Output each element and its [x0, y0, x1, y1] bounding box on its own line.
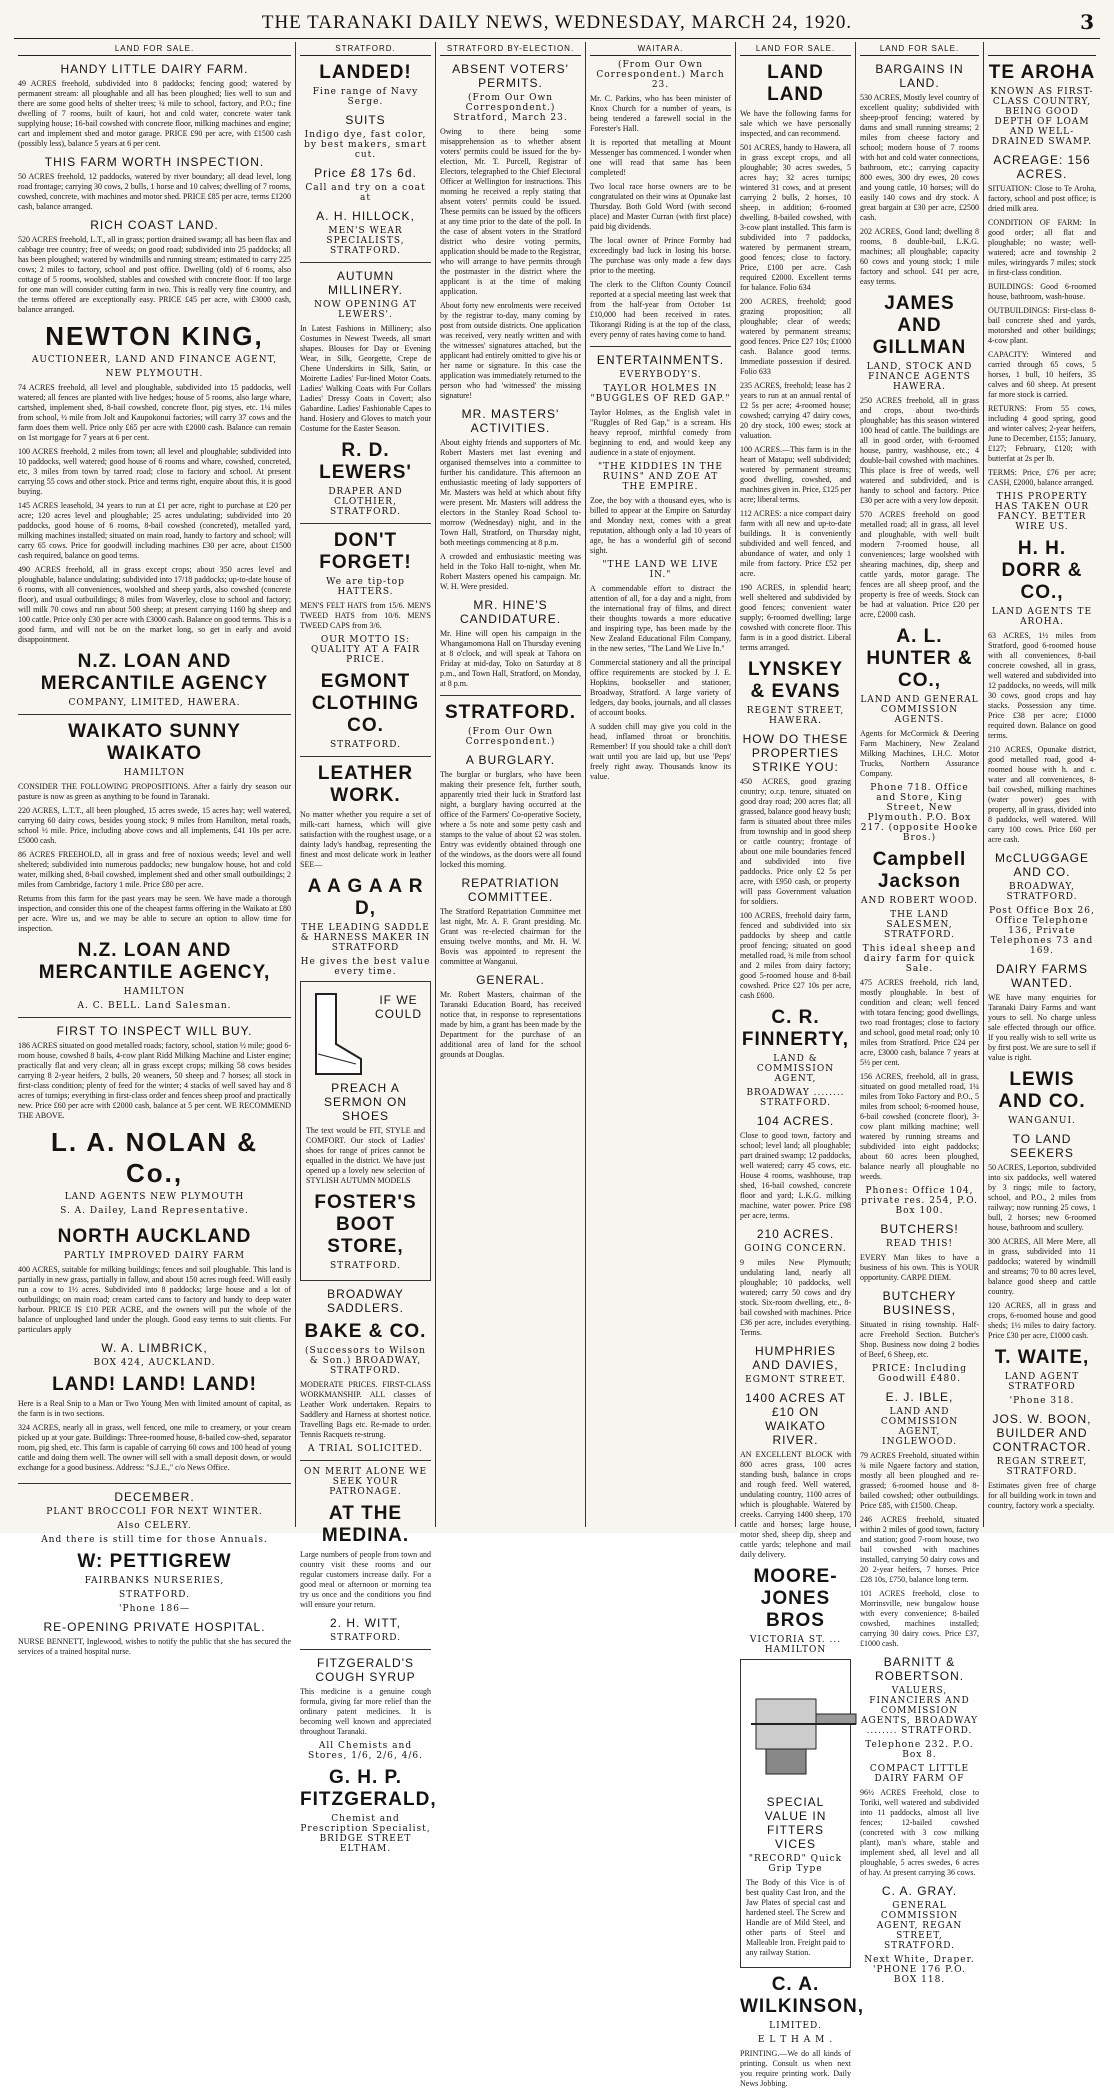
- boon-sub: REGAN STREET, STRATFORD.: [996, 1457, 1088, 1477]
- col1-p12: 186 ACRES situated on good metalled roads; factory, school, station ½ mile; good 6-room house, cowshed 8 bails, 4-cow plant Ridd Milking Machine and Lister engine; practically flat and very clean; all in grass except crops; milking 58 cows besides carrying 8 2-year heifers, 2 bulls, 20 weaners, 50 sheep and 7 horses; all stock in first-class condition; plenty of feed for the winter; 4 stacks of well saved hay and 8 acres of turnips; everything in first-class order and fences sheep proof and practically new. Price £60 per acre with £2000 cash, balance at 5 per cent. WE RECOMMEND THE ABOVE.: [18, 1041, 291, 1120]
- aagaard-foot: He gives the best value every time.: [300, 957, 431, 977]
- wilkinson: C. A. WILKINSON,: [740, 1974, 864, 2017]
- column-2: [296, 42, 437, 1854]
- col6-header: LAND FOR SALE.: [860, 42, 979, 56]
- col1-p2: 50 ACRES freehold, 12 paddocks, watered by river boundary; all dead level, long road frontage; carrying 30 cows, 2 bulls, 1 horse and 10 calves; dwelling of 7 rooms, cowshed, concrete, with machines and motor shed. PRICE £85 per acre, terms £1200 cash, balance arranged.: [18, 172, 291, 211]
- hillock: A. H. HILLOCK,: [316, 209, 415, 223]
- col4-p6: Taylor Holmes, as the English valet in "Ruggles of Red Gap," is a scream. His heavy reproof, mirthful comedy from beginning to end, and would keep any audience in a state of enjoyment.: [590, 408, 731, 457]
- lewers-sub: DRAPER AND CLOTHIER, STRATFORD.: [328, 487, 403, 517]
- column-7: [984, 42, 1100, 1527]
- bake-trial: A TRIAL SOLICITED.: [308, 1444, 423, 1454]
- printing: PRINTING.—We do all kinds of printing. Consult us when next you require printing work. Daily News Jobbing.: [740, 2049, 851, 2088]
- waikato-title: WAIKATO SUNNY WAIKATO: [68, 721, 241, 764]
- col3-p5: Mr. Hine will open his campaign in the Whangamomona Hall on Thursday evening at 8 o'clock, and will speak at Tahora on Friday at mid-day, Toko on Saturday at 8 p.m., and Town Hall, Stratford, on Monday, at 8 p.m.: [440, 629, 581, 688]
- jg-sub: LAND, STOCK AND FINANCE AGENTS HAWERA.: [866, 362, 973, 392]
- bake-p: MODERATE PRICES. FIRST-CLASS WORKMANSHIP. ALL classes of Leather Work undertaken. Repairs to Saddlery and Harness at shortest notice. Travelling Bags etc. Re-made to order. Tennis Racquets re-strung.: [300, 1380, 431, 1439]
- col3-h2: MR. MASTERS' ACTIVITIES.: [461, 407, 560, 435]
- col4-p4: The local owner of Prince Formby had exceedingly bad luck in losing his horse. The purchase was only made a few days prior to the meeting.: [590, 236, 731, 275]
- newton-king-sub: AUCTIONEER, LAND AND FINANCE AGENT,: [31, 355, 278, 365]
- page-number: 3: [1080, 10, 1094, 34]
- col4-h3: TAYLOR HOLMES IN "BUGGLES OF RED GAP.": [590, 384, 731, 404]
- col5-p10: Close to good town, factory and school; level land; all ploughable; part drained swamp; 12 paddocks, well watered; carry 45 cows, etc. House 4 rooms, washhouse, trap shed, 16-bail cowshed, concrete floor and yard; L.K.G. milking machine, water power. Price £98 per acre, terms.: [740, 1131, 851, 1220]
- special: SPECIAL VALUE IN FITTERS VICES: [764, 1795, 827, 1851]
- nolan-title: L. A. NOLAN & Co.,: [50, 1127, 259, 1188]
- butch-price: PRICE: Including Goodwill £480.: [871, 1364, 967, 1384]
- h210: 210 ACRES.: [756, 1227, 835, 1241]
- nolan-rep: S. A. Dailey, Land Representative.: [60, 1206, 249, 1216]
- bake: BAKE & CO.: [304, 1321, 427, 1342]
- col6-p10: 96½ ACRES Freehold, close to Toriki, well watered and subdivided into 11 paddocks, almost all live fences; 12-bailed cowshed (concreted with 3 cow milking plant), man's whare, stable and implement shed, all level and all ploughable, 5 acres swedes, 6 acres of hay. At present carrying 36 cows.: [860, 1788, 979, 1877]
- col3-corr2: (From Our Own Correspondent.): [465, 727, 556, 747]
- col7-p5: CAPACITY: Wintered and carried through 65 cows, 5 horses, 1 bull, 10 heifers, 35 calves and 60 sheep. At present far more stock is carried.: [988, 350, 1096, 399]
- col1-p14: Here is a Real Snip to a Man or Two Young Men with limited amount of capital, as the farm is in two sections.: [18, 1399, 291, 1418]
- foster-ad: [300, 981, 431, 1281]
- waikato-sub: HAMILTON: [123, 768, 186, 778]
- merit: ON MERIT ALONE WE SEEK YOUR PATRONAGE.: [303, 1467, 428, 1497]
- butch-p: EVERY Man likes to have a business of his own. This is YOUR opportunity. CARPE DIEM.: [860, 1253, 979, 1282]
- limbrick: W. A. LIMBRICK,: [101, 1341, 208, 1355]
- col4-h5: "THE LAND WE LIVE IN.": [602, 560, 719, 580]
- col1-p10: 86 ACRES FREEHOLD, all in grass and free of noxious weeds; level and well sheltered; subdivided into numerous paddocks; new bungalow house, hot and cold water, milking shed, 8-bail cowshed, implement shed and other small outbuildings; 2 miles from Cambridge, factory 1 mile. Price £80 per acre.: [18, 850, 291, 889]
- lewis-sub: WANGANUI.: [1008, 1116, 1076, 1126]
- boon: JOS. W. BOON, BUILDER AND CONTRACTOR.: [992, 1412, 1092, 1454]
- vice-icon: [746, 1669, 866, 1789]
- pettigrew-phone: 'Phone 186—: [119, 1604, 190, 1614]
- cj-ideal: This ideal sheep and dairy farm for quick Sale.: [862, 944, 977, 974]
- leather-p: No matter whether you require a set of milk-cart harness, which will give satisfaction with the roughest usage, or a dainty lady's handbag, representing the finest and most delicate work in leather SEE—: [300, 810, 431, 869]
- masthead: [14, 8, 1100, 39]
- fairbanks: FAIRBANKS NURSERIES,: [84, 1576, 225, 1586]
- col3-p1: Owing to there being some misapprehension as to whether absent voters' permits could be issued for the by-election, Mr. T. Purcell, Registrar of Electors, telegraphed to the Chief Electoral Officer at Wellington for instructions. This morning he received a reply stating that absent voters' permits could be issued. These permits can be issued by the officers at any time prior to the date of the poll. In the case of absent voters in the Stratford district who desire voting permits, application should be made to the Registrar, who will arrange to have permits through the postmaster in the district where the applicant is at the time of making application.: [440, 127, 581, 296]
- col1-h3: RICH COAST LAND.: [90, 218, 219, 232]
- mccluggage: McCLUGGAGE AND CO.: [994, 851, 1089, 879]
- cj-sub2: THE LAND SALESMEN, STRATFORD.: [883, 910, 956, 940]
- col6-p7: 79 ACRES Freehold, situated within ¾ mile Ngaere factory and station, mostly all been ploughed and re-grassed; 6-roomed house and 8-bailed cowshed; other outbuildings. Price £85, with £1500. Cheap.: [860, 1451, 979, 1510]
- col1-p6: 145 ACRES leasehold, 34 years to run at £1 per acre, right to purchase at £20 per acre; 120 acres level and ploughable; 25 acres undulating; subdivided into 20 paddocks, good house of 6 rooms, 8-bail cowshed (concreted), metalled yard, milking machines installed; situated on main road, handy to factory and school; will carry 65 cows. Price for goodwill including machines £30 per acre, about £1500 cash required, balance on good terms.: [18, 501, 291, 560]
- known: KNOWN AS FIRST-CLASS COUNTRY, BEING GOOD DEPTH OF LOAM AND WELL-DRAINED SWAMP.: [990, 87, 1094, 147]
- butch-h: BUTCHERY BUSINESS,: [882, 1289, 957, 1317]
- finnerty: C. R. FINNERTY,: [741, 1007, 850, 1050]
- col4-p1: Mr. C. Parkins, who has been minister of Knox Church for a number of years, is being tendered a farewell social in the Forester's Hall.: [590, 94, 731, 133]
- strike: HOW DO THESE PROPERTIES STRIKE YOU:: [742, 732, 849, 774]
- column-1: [14, 42, 296, 1656]
- finnerty-loc: BROADWAY ........ STRATFORD.: [746, 1088, 845, 1108]
- col3-p6: The burglar or burglars, who have been making their presence felt, further south, apparently tried their luck in Stratford last night, a burglary having occurred at the office of the Farmers' Co-operative Society, where a 5s note and some petty cash and stamps to the value of about £2 was stolen. Entry was evidently obtained through one of the windows, as the doors were all found locked this morning.: [440, 770, 581, 869]
- syrup: FITZGERALD'S COUGH SYRUP: [315, 1656, 416, 1684]
- col1-h2: THIS FARM WORTH INSPECTION.: [44, 155, 265, 169]
- mcc-sub: BROADWAY, STRATFORD.: [1006, 882, 1078, 902]
- waite-ph: 'Phone 318.: [1009, 1396, 1075, 1406]
- boon-p: Estimates given free of charge for all building work in town and country, factory work a specialty.: [988, 1481, 1096, 1510]
- col1-p4: 74 ACRES freehold, all level and ploughable, subdivided into 15 paddocks, well watered; all fences are planted with live hedges; house of 5 rooms, also large whare, cartshed, implement shed, 8-bail cowshed, concrete floor, pig styes, etc. 1¼ miles from school, ½ mile from Jolt and Kaupokonui factories; will carry 37 cows and the farm does them well. Price only £65 per acre with £2000 cash. Balance can remain on 1st mortgage for 7 years at 6 per cent.: [18, 383, 291, 442]
- cj: Campbell Jackson: [872, 849, 967, 892]
- col4-p2: It is reported that metalling at Mount Messenger has commenced. I wonder when one will read that same has been completed!: [590, 138, 731, 177]
- col2-header: STRATFORD.: [300, 42, 431, 56]
- saddlers: BROADWAY SADDLERS.: [326, 1287, 405, 1315]
- syrup-stores: All Chemists and Stores, 1/6, 2/6, 4/6.: [308, 1741, 423, 1761]
- egmont: EGMONT CLOTHING CO.: [311, 671, 420, 736]
- medina-p: Large numbers of people from town and country visit these rooms and our regular customers increase daily. For a good meal or afternoon or morning tea try us once and the conditions you find will ensure your return.: [300, 1550, 431, 1609]
- col7-p4: OUTBUILDINGS: First-class 8-bail concrete shed and yards, motorshed and other buildings; 4-cow plant.: [988, 306, 1096, 345]
- col4-corr: (From Our Own Correspondent.) March 23.: [596, 60, 725, 90]
- masthead-title: THE TARANAKI DAILY NEWS, WEDNESDAY, MARCH 24, 1920.: [261, 12, 853, 33]
- col1-p5: 100 ACRES freehold, 2 miles from town; all level and ploughable; subdivided into 10 paddocks, well watered; good house of 6 rooms and whare, cowshed, concreted, etc, 3 miles from town by tarred road; close to factory and school. At present carrying 55 cows and other stock. Price and terms right, enquire about this, it is good buying.: [18, 447, 291, 496]
- column-3: [436, 42, 586, 1527]
- col5-p6: 112 ACRES: a nice compact dairy farm with all new and up-to-date buildings. It is conveniently subdivided and well fenced, and abundance of water, and only 1 mile from factory. Price £52 per acre.: [740, 509, 851, 578]
- ible: E. J. IBLE,: [885, 1390, 954, 1404]
- col5-p8: 450 ACRES, good grazing country; o.r.p. tenure, situated on good dray road; 200 acres flat; all grassed, balance good heavy bush; farm is situated about three miles from township and in good sheep or cattle country; frontage of about one mile boundaries fenced and subdivided into five paddocks. Price only £2 5s per acre, with £950 cash, or property will pass Government valuation for soldiers.: [740, 777, 851, 906]
- eltham: E L T H A M .: [757, 2035, 834, 2045]
- humphries: HUMPHRIES AND DAVIES,: [752, 1344, 839, 1372]
- col7-p7: TERMS: Price, £76 per acre; CASH, £2000, balance arranged.: [988, 468, 1096, 487]
- col3-header: STRATFORD BY-ELECTION.: [440, 42, 581, 56]
- mill-p: In Latest Fashions in Millinery; also Costumes in Newest Tweeds, all smart shapes. Blouses for Day or Evening Wear, in Silk, Georgette, Crepe de Chene Underskirts in Silk, Satin, or Moirette Ladies' Fur-lined Motor Coats. Ladies' Walking Coats with Fur Collars Ladies' Dressy Coats in Covert; also Gabardine. Ladies' Fashionable Capes to hand. Hosiery and Gloves to match your Costume for the Easter Season.: [300, 324, 431, 433]
- wilk-sub: LIMITED.: [769, 2021, 822, 2031]
- col5-p11: 9 miles New Plymouth; undulating land, nearly all ploughable; 10 paddocks, well watered; carry 50 cows and dry stock. Six-room dwelling, etc., 8-bail cowshed with machines. Price £36 per acre, includes everything. Terms.: [740, 1258, 851, 1337]
- tiptop: We are tip-top HATTERS.: [326, 577, 405, 597]
- col7-p3: BUILDINGS: Good 6-roomed house, bathroom, wash-house.: [988, 282, 1096, 301]
- waite-sub: LAND AGENT STRATFORD: [1004, 1372, 1080, 1392]
- lynskey: LYNSKEY & EVANS: [748, 659, 843, 702]
- col4-p9: Commercial stationery and all the principal office requirements are stocked by J. E. Hopkins, bookseller and stationer, Broadway, Stratford. A large variety of ledgers, day books, journals, and all classes of account books.: [590, 658, 731, 717]
- moore-sub: VICTORIA ST. ... HAMILTON: [749, 1635, 842, 1655]
- reopening: RE-OPENING PRIVATE HOSPITAL.: [43, 1620, 266, 1634]
- col4-p10: A sudden chill may give you cold in the head, inflamed throat or bronchitis. Remember! If you should take a chill don't wait until you are laid up, but use 'Peps' freely right away. Thousands know its value.: [590, 722, 731, 781]
- lewis: LEWIS AND CO.: [998, 1069, 1086, 1112]
- col5-p4: 235 ACRES, freehold; lease has 2 years to run at an annual rental of £2 5s per acre; 4-roomed house; cowshed; carrying 47 dairy cows, 20 dry stock, 100 ewes; stock at valuation.: [740, 381, 851, 440]
- annuals: And there is still time for those Annuals.: [41, 1535, 268, 1545]
- witt-sub: STRATFORD.: [329, 1633, 402, 1643]
- land-land-land: LAND! LAND! LAND!: [52, 1374, 257, 1395]
- leather: LEATHER WORK.: [317, 763, 414, 806]
- col3-h6: REPATRIATION COMMITTEE.: [461, 876, 560, 904]
- stratford: STRATFORD.: [118, 1590, 191, 1600]
- bake-sub: (Successors to Wilson & Son.) BROADWAY, STRATFORD.: [305, 1346, 426, 1376]
- nolan-sub: LAND AGENTS NEW PLYMOUTH: [64, 1192, 245, 1202]
- col4-h2: EVERYBODY'S.: [619, 370, 702, 380]
- waite: T. WAITE,: [994, 1347, 1090, 1368]
- col5-p7: 190 ACRES, in splendid heart; well sheltered and subdivided by good fences; convenient water supply; 6-roomed dwelling; large cowshed with concrete floor. This farm is in a good district. Liberal terms arranged.: [740, 583, 851, 652]
- col5-p1: We have the following farms for sale which we have personally inspected, and can recommend.: [740, 109, 851, 138]
- col4-p3: Two local race horse owners are to be congratulated on their wins at Opunake last Thursday. Both Gold Word (with second place) and Master Curran (with first place) paid big dividends.: [590, 182, 731, 231]
- wanted-p: WE have many enquiries for Taranaki Dairy Farms and want yours to sell. No charge unless sale effected through our office. If you really wish to sell write us by first post. We are sure to sell if value is right.: [988, 993, 1096, 1062]
- fancy: THIS PROPERTY HAS TAKEN OUR FANCY. BETTER WIRE US.: [994, 492, 1090, 532]
- col7-p2: CONDITION OF FARM: In good order; all flat and ploughable; no waste; well-watered; acre and township 2 miles, wiringyards 7 miles; stock in first-class condition.: [988, 218, 1096, 277]
- motto: OUR MOTTO IS: QUALITY AT A FAIR PRICE.: [310, 635, 421, 665]
- call: Call and try on a coat at: [305, 183, 426, 203]
- col3-h3: MR. HINE'S CANDIDATURE.: [459, 598, 562, 626]
- col7-p1: SITUATION: Close to Te Aroha, factory, school and post office; is dried milk area.: [988, 184, 1096, 213]
- aagaard: A A G A A R D,: [307, 876, 424, 919]
- col7-p10: 50 ACRES, Leporton, subdivided into six paddocks, well watered by 3 rings; mile to factory, school, and P.O., 2 miles from railway; now running 25 cows, 1 bull, 2 horses; new 6-roomed house, bathroom and scullery.: [988, 1163, 1096, 1232]
- col3-p8: Mr. Robert Masters, chairman of the Taranaki Education Board, has received notice that, in response to representations made by him, a grant has been made by the Department for the purchase of an additional area of land for the school grounds at Douglas.: [440, 990, 581, 1059]
- medina: AT THE MEDINA.: [321, 1503, 410, 1546]
- lynskey-sub: REGENT STREET, HAWERA.: [746, 706, 845, 726]
- col1-p3: 520 ACRES freehold, L.T., all in grass; portion drained swamp; all has been flax and cabbage tree country; free of weeds; on good road; subdivided into 25 paddocks; all has been ploughed; watered by windmills and running stream; estimated to carry 225 cows; 2 miles to factory, school and post office. Dwelling (old) of 6 rooms, also cottage of 5 rooms, woolshed, stables and cowshed with concrete floor. If too large for one man will consider cutting farm in two. This is really very fine country, and the terms offered are exceptionally easy. PRICE £45 per acre, with £3000 cash, balance arranged.: [18, 235, 291, 314]
- col3-h7: GENERAL.: [476, 973, 545, 987]
- col6-p3: 250 ACRES freehold, all in grass and crops, about two-thirds ploughable; has this season wintered 100 head of cattle. The buildings are all in good order, with 6-roomed house, pantry, washhouse, etc.; 4 double-bail cowshed with machines. This place is free of weeds, well watered and subdivided, and is handy to school and factory. Price £30 per acre with a very low deposit.: [860, 396, 979, 505]
- suits-p: Indigo dye, fast color, by best makers, smart cut.: [304, 130, 427, 160]
- col5-p3: 200 ACRES, freehold; good grazing proposition; all ploughable; clear of weeds; watered by permanent streams; good fences. Price £27 10s; £1000 cash. Balance good terms. Immediate possession if desired. Folio 633: [740, 297, 851, 376]
- col1-p1: 49 ACRES freehold, subdivided into 8 paddocks; fencing good; watered by permanent stream: all ploughable and all has been ploughed; lies well to sun and there are some good belts of shelter trees; ¼ mile to school, factory, and P.O.; fine dwelling of 7 rooms, built of kauri, hot and cold water, concrete water tank supplying house; 16-bail cowshed with concrete floor, milking machines and engine; cart and implement shed and motor garage. PRICE £90 per acre, with £1500 cash (possibly less), balance 5 years at 6 per cent.: [18, 79, 291, 148]
- h104: 104 ACRES.: [756, 1114, 835, 1128]
- going: GOING CONCERN.: [744, 1244, 847, 1254]
- col3-p2: About forty new enrolments were received by the registrar to-day, many coming by post from outside districts. One application was received, very neatly written and with the witnesses' signatures attached, but the applicant had entirely omitted to give his or her name or signature. In this case the application was immediately returned to the person who had 'witnessed' the missing signature!: [440, 301, 581, 400]
- col1-h1: HANDY LITTLE DAIRY FARM.: [60, 62, 249, 76]
- col1-p13: 400 ACRES, suitable for milking buildings; fences and soil ploughable. This land is partially in new grass, partially in fallow, and about 150 acres rough feed. Will easily run a cow to 1½ acres. Subdivided into 8 paddocks; large house and a lot of outbuildings; on main road; cream carted cans to factory and handy to deep water harbour. PRICE IS £10 PER ACRE, and the owners will put the whole of the balance of unploughed land under the plough. Good easy terms to suit clients. For particulars apply: [18, 1265, 291, 1334]
- syrup-p: This medicine is a genuine cough formula, giving far more relief than the ordinary patent medicines. It is becoming well known and appreciated throughout Taranaki.: [300, 1687, 431, 1736]
- col4-p8: A commendable effort to distract the attention of all, for a day and a night, from the international fray of films, and direct their thoughts towards a more educative and inspiring type, has been made by the New Zealand Educational Film Company, in the new series, "The Land We Live In.": [590, 584, 731, 653]
- col4-p7: Zoe, the boy with a thousand eyes, who is billed to appear at the Empire on Saturday and Monday next, comes with a great reputation, although only a lad 10 years of age, he has a wonderful gift of second sight.: [590, 496, 731, 555]
- col6-p2: 202 ACRES, Good land; dwelling 8 rooms, 8 double-bail, L.K.G. machines; all ploughable; capacity 60 cows and young stock; 1 mile factory and school. £41 per acre, easy terms.: [860, 227, 979, 286]
- december: DECEMBER.: [114, 1490, 195, 1504]
- col4-h4: "THE KIDDIES IN THE RUINS" AND ZOE AT THE EMPIRE.: [598, 462, 723, 492]
- col1-p9: 220 ACRES, L.T.T., all been ploughed, 15 acres swede, 15 acres hay; well watered, carrying 60 dairy cows, besides young stock; 9 miles from Hamilton, metal roads, school ½ mile. Price, including above cows and all implements, £41 10s per acre. £5000 cash.: [18, 806, 291, 845]
- nz-loan-title: N.Z. LOAN AND MERCANTILE AGENCY: [40, 651, 269, 694]
- newton-king-title: NEWTON KING,: [45, 321, 264, 351]
- col5-p2: 501 ACRES, handy to Hawera, all in grass except crops, and all ploughable; 30 acres swedes, 5 acres hay; 32 acres turnips; wintered 31 cows, and at present carrying 2 bulls, 2 horses, 10 sheep, in addition; 6-roomed dwelling, 8-bailed cowshed, with 3-cow plant installed. This farm is subdivided into 7 paddocks, watered by permanent stream, good fences; close to factory. Price, £100 per acre. Cash required £2000. Excellent terms for balance. Folio 634: [740, 143, 851, 292]
- hats: MEN'S FELT HATS from 15/6. MEN'S TWEED HATS from 10/6. MEN'S TWEED CAPS from 3/6.: [300, 601, 431, 630]
- col3-h4: STRATFORD.: [444, 702, 577, 723]
- broccoli: PLANT BROCCOLI FOR NEXT WINTER.: [46, 1507, 263, 1517]
- autumn: AUTUMN MILLINERY.: [328, 269, 403, 297]
- limbrick-box: BOX 424, AUCKLAND.: [93, 1358, 216, 1368]
- col5-header: LAND FOR SALE.: [740, 42, 851, 56]
- col3-corr: (From Our Own Correspondent.) Stratford, March 23.: [453, 93, 568, 123]
- col1-p8: CONSIDER THE FOLLOWING PROPOSITIONS. After a fairly dry season our pasture is now as green as anything to be found in Taranaki.: [18, 782, 291, 801]
- nurse: NURSE BENNETT, Inglewood, wishes to notify the public that she has secured the services of a trained hospital nurse.: [18, 1637, 291, 1656]
- col7-p12: 120 ACRES, all in grass and crops, 6-roomed house and good sheds; 1½ miles to dairy factory. Price £30 per acre, £1000 cash.: [988, 1301, 1096, 1340]
- celery: Also CELERY.: [117, 1521, 192, 1531]
- lewers: R. D. LEWERS': [319, 440, 412, 483]
- nz-loan-sub: COMPANY, LIMITED, HAWERA.: [68, 698, 241, 708]
- dont-forget: DON'T FORGET!: [319, 530, 412, 573]
- te-aroha: TE AROHA: [988, 62, 1096, 83]
- showing: NOW OPENING AT LEWERS'.: [314, 300, 417, 320]
- moore: MOORE-JONES BROS: [753, 1566, 838, 1631]
- col5-p12: AN EXCELLENT BLOCK with 800 acres grass, 100 acres standing bush, balance in crops and rough feed. Well watered, undulating country, 1100 acres of which is ploughable. Watered by creeks. Carrying 1400 sheep, 170 cattle and horses; large house, motor shed, sheep dip, sheep and cattle yards; telephone and mail daily delivery.: [740, 1450, 851, 1559]
- jg: JAMES AND GILLMAN: [872, 293, 967, 358]
- wanted: DAIRY FARMS WANTED.: [996, 962, 1088, 990]
- north-auckland-ad: [18, 1220, 291, 1477]
- witt: 2. H. WITT,: [330, 1616, 401, 1630]
- butchers: BUTCHERS!: [880, 1222, 959, 1236]
- finnerty-sub: LAND & COMMISSION AGENT,: [756, 1054, 835, 1084]
- hunter: A. L. HUNTER & CO.,: [866, 626, 973, 691]
- col3-h1: ABSENT VOTERS' PERMITS.: [452, 62, 569, 90]
- landed: LANDED!: [319, 62, 412, 83]
- landed-sub: Fine range of Navy Serge.: [312, 87, 419, 107]
- preach: IF WE COULD PREACH A SERMON ON SHOES: [323, 993, 422, 1123]
- cj-sub: AND ROBERT WOOD.: [860, 896, 979, 906]
- nz-loan-2-sub: HAMILTON: [123, 987, 186, 997]
- col7-header: [988, 42, 1096, 56]
- gray-sub: GENERAL COMMISSION AGENT, REGAN STREET, STRATFORD.: [876, 1901, 963, 1951]
- humphries-sub: EGMONT STREET.: [745, 1375, 846, 1385]
- hunter-p: Agents for McCormick & Deering Farm Machinery, New Zealand Milking Machines, I.H.C. Motor Trucks, Northern Assurance Company.: [860, 729, 979, 778]
- egmont-sub: STRATFORD.: [329, 740, 402, 750]
- vice-p: The Body of this Vice is of best quality Cast Iron, and the Jaw Plates of special cast and hardened steel. The Screw and Handle are of Mild Steel, and other parts of Steel and Malleable Iron. Freight paid to any railway Station.: [746, 1878, 845, 1957]
- col4-header: WAITARA.: [590, 42, 731, 56]
- acreage: ACREAGE: 156 ACRES.: [993, 153, 1091, 181]
- barnitt: BARNITT & ROBERTSON.: [874, 1655, 965, 1683]
- col5-p5: 100 ACRES.—This farm is in the heart of Matapu; well subdivided; watered by permanent streams; good dwelling, cowshed, and machines given in. Price, £125 per acre; liberal terms.: [740, 445, 851, 504]
- col6-p6: 156 ACRES, freehold, all in grass, situated on good metalled road, 1¼ miles from Toko Factory and P.O., 5 miles from school; 6-roomed house, 6-bail cowshed (concrete floor), 3-cow plant milking machine; well watered by running streams and subdivided into eight paddocks; about 60 acres been ploughed, balance nearly all ploughable no weeds.: [860, 1072, 979, 1181]
- suits: SUITS: [345, 113, 386, 127]
- aagaard-sub: THE LEADING SADDLE & HARNESS MAKER IN STRATFORD: [300, 923, 431, 953]
- newton-king-loc: NEW PLYMOUTH.: [105, 369, 204, 379]
- column-5: [736, 42, 864, 2088]
- nz-loan-2-foot: A. C. BELL. Land Salesman.: [77, 1001, 232, 1011]
- hillock-sub: MEN'S WEAR SPECIALISTS, STRATFORD.: [326, 226, 405, 256]
- col3-p4: A crowded and enthusiastic meeting was held in the Toko Hall to-night, when Mr. Robert Masters opened his campaign. Mr. W. H. Were presided.: [440, 552, 581, 591]
- col7-p6: RETURNS: From 55 cows, including 4 good spring, good and winter calves; 2-year heifers, June to December, £155; January, £127; February, £120; with butterfat at 2s per lb.: [988, 404, 1097, 463]
- foster-sub: STRATFORD.: [329, 1261, 402, 1271]
- hunter-ph: Phone 718. Office and Store, King Street, New Plymouth. P.O. Box 217. (opposite Hooke Bros.): [860, 783, 979, 843]
- w1400: 1400 ACRES AT £10 ON WAIKATO RIVER.: [745, 1391, 846, 1447]
- gray: C. A. GRAY.: [881, 1884, 958, 1898]
- col6-p1: 530 ACRES, Mostly level country of excellent quality; subdivided with sheep-proof fencing; watered by dams and small running streams; 2 miles from cheese factory and school; modern house of 7 rooms with hot and cold water connections, bathroom, etc.; carrying capacity 800 ewes, 300 dry ewes, 20 cows and young cattle, 10 horses; will do easily 140 cows and dry stock. A great bargain at £30 per acre, £2500 cash.: [860, 93, 979, 222]
- ible-sub: LAND AND COMMISSION AGENT, INGLEWOOD.: [880, 1407, 959, 1447]
- mcc-ph: Post Office Box 26, Office Telephone 136, Private Telephones 73 and 169.: [989, 906, 1095, 956]
- read: READ THIS!: [885, 1239, 954, 1249]
- land-land: LAND LAND: [767, 62, 824, 105]
- column-4: [586, 42, 736, 1527]
- col4-p5: The clerk to the Clifton County Council reported at a special meeting last week that from the half-year from October 1st £10,000 had been received in rates. Tikorangi Riding is at the top of the class, every penny of rates having come to hand.: [590, 280, 731, 339]
- north-auckland-title: NORTH AUCKLAND: [57, 1226, 252, 1247]
- col3-p3: About eighty friends and supporters of Mr. Robert Masters met last evening and organised themselves into a committee to further his candidature. This afternoon an enthusiastic meeting of lady supporters of Mr. Masters was held at which about fifty were present. Mr. Masters will address the electors in the Stanley Road School to-morrow (Wednesday) night, and in the Town Hall, Stratford, on Thursday night, both meetings commencing at 8 p.m.: [440, 438, 581, 547]
- price: Price £8 17s 6d.: [314, 166, 417, 180]
- barnitt-sub: VALUERS, FINANCIERS AND COMMISSION AGENTS, BROADWAY ........ STRATFORD.: [860, 1686, 979, 1736]
- nz-loan-2-title: N.Z. LOAN AND MERCANTILE AGENCY,: [38, 940, 271, 983]
- col6-p5: 475 ACRES freehold, rich land, mostly ploughable. In best of condition and clean; well fenced with totara fencing; good dwellings, two road frontages; close to factory and school, good metal road; only 10 miles from Stratford. Price £24 per acre, £3000 cash, balance 7 years at 5½ per cent.: [860, 978, 979, 1067]
- ghp-sub: Chemist and Prescription Specialist, BRIDGE STREET ELTHAM.: [300, 1814, 431, 1854]
- column-6: [856, 42, 984, 1985]
- col4-h1: ENTERTAINMENTS.: [596, 353, 725, 367]
- compact: COMPACT LITTLE DAIRY FARM OF: [869, 1764, 970, 1784]
- ghp: G. H. P. FITZGERALD,: [300, 1767, 437, 1810]
- col1-p15: 324 ACRES, nearly all in grass, well fenced, one mile to creamery, or your cream picked up at your gate. Buildings: Three-roomed house, 8-bailed cow-shed, separator room, pig shed, etc. This farm is capable of carrying 60 cows and 100 head of young cattle and doing them well. The owner will sell with a small deposit down, or would exchange for a good business. Address: "S.J.E.," c/o News Office.: [18, 1423, 291, 1472]
- col6-p4: 570 ACRES freehold on good metalled road; all in grass, all level and ploughable, with well built modern 7-roomed house, all conveniences; large woolshed with shearing machines, dip, sheep and cattle yards, motor garage. The fences are all sheep proof, and the property is free of weeds. Stock can be had at valuation. Price £20 per acre, £2000 cash.: [860, 510, 979, 619]
- dorr-sub: LAND AGENTS TE AROHA.: [991, 607, 1093, 627]
- col1-header: LAND FOR SALE.: [18, 42, 291, 56]
- vice-ad: [740, 1659, 851, 1968]
- bargains: BARGAINS IN LAND.: [875, 62, 964, 90]
- barnitt-ph: Telephone 232. P.O. Box 8.: [865, 1740, 974, 1760]
- col3-p7: The Stratford Repatriation Committee met last night, Mr. A. F. Grant presiding. Mr. Grant was re-elected chairman for the ensuing twelve months, and Mr. H. W. Bovis was appointed to represent the committee at Wanganui.: [440, 907, 581, 966]
- gray-ph: Next White, Draper. 'PHONE 176 P.O. BOX 118.: [864, 1955, 975, 1985]
- north-auckland-sub: PARTLY IMPROVED DAIRY FARM: [63, 1251, 246, 1261]
- columns: [14, 42, 1100, 2088]
- cj-ph: Phones: Office 104, private res. 254, P.O. Box 100.: [861, 1186, 978, 1216]
- col5-p9: 100 ACRES, freehold dairy farm, fenced and subdivided into six paddocks by sheep and cattle proof fencing; situated on good metalled road, ¾ mile from school and 2 miles from dairy factory; good 5-roomed house and 8-bail cowshed. Price £27 10s per acre, cash £600.: [740, 911, 851, 1000]
- col7-p9: 210 ACRES, Opunake district, good metalled road, good 4-roomed house with h. and c. water and all conveniences, 8-bail cowshed, milking machines (water power) goes with property, all in grass, divided into 8 paddocks, well watered. Will carry 100 cows. Price £60 per acre cash.: [988, 745, 1096, 844]
- dorr: H. H. DORR & CO.,: [1001, 538, 1083, 603]
- boots-icon: [306, 989, 366, 1079]
- col1-p7: 490 ACRES freehold, all in grass except crops; about 350 acres level and ploughable, balance undulating; subdivided into 17/18 paddocks; up-to-date house of 6 rooms, with all conveniences, woolshed and sheep yards, also cowshed (concrete floor), and usual outbuildings; 8 miles from Waverley, close to school and factory; will milk 70 cows and run about 500 sheep; at present carrying 1160 hg sheep and 100 cattle. Price only £30 per acre with £3000 cash. Balance on good terms. This is a good farm, and will not be on the market long, so get in early and avoid disappointment.: [18, 565, 291, 644]
- foster: FOSTER'S BOOT STORE,: [314, 1192, 417, 1257]
- record: "RECORD" Quick Grip Type: [748, 1854, 843, 1874]
- pettigrew: W: PETTIGREW: [77, 1551, 232, 1572]
- butch-p2: Situated in rising township. Half-acre Freehold Section. Butcher's Shop. Business now doing 2 bodies of Beef, 6 Sheep, etc.: [860, 1320, 979, 1359]
- col7-p8: 63 ACRES, 1½ miles from Stratford, good 6-roomed house with all conveniences, 8-bail concrete cowshed, all in grass, well watered and subdivided into 12 paddocks, no weeds, will milk 30 cows, good crops and hay stacks. Possession any time. Price £38 per acre; £1000 required down. Balance on good terms.: [988, 631, 1096, 740]
- col6-p8: 246 ACRES freehold, situated within 2 miles of good town, factory and station; good 7-room house, two bail cowshed with machines installed, carrying 50 dairy cows and 20 2-year heifers, 7 horses. Price £28 10s, £750, balance long term.: [860, 1515, 979, 1584]
- col1-h4: FIRST TO INSPECT WILL BUY.: [56, 1024, 253, 1038]
- col3-h5: A BURGLARY.: [465, 753, 556, 767]
- preach-p: The text would be FIT, STYLE and COMFORT. Our stock of Ladies' shoes for range of prices cannot be equalled in the district. We have just opened up a lovely new selection of STYLISH AUTUMN MODELS: [306, 1126, 425, 1185]
- hunter-sub: LAND AND GENERAL COMMISSION AGENTS.: [860, 695, 979, 725]
- col6-p9: 101 ACRES freehold, close to Morrinsville, new bungalow house with every convenience; 8-bailed cowshed, machines installed; carrying 30 dairy cows. Price £37, £1000 cash.: [860, 1589, 979, 1648]
- col7-p11: 300 ACRES, All Mere Mere, all in grass, subdivided into 11 paddocks; watered by windmill and streams; 70 to 80 acres level, balance good sheep and cattle country.: [988, 1237, 1096, 1296]
- col1-p11: Returns from this farm for the past years may be seen. We have made a thorough inspection, and consider this one of the cheapest farms offering in the Waikato at £80 per acre. Wire us, and we may be able to secure an option to allow time for inspection.: [18, 894, 291, 933]
- seekers: TO LAND SEEKERS: [1010, 1132, 1074, 1160]
